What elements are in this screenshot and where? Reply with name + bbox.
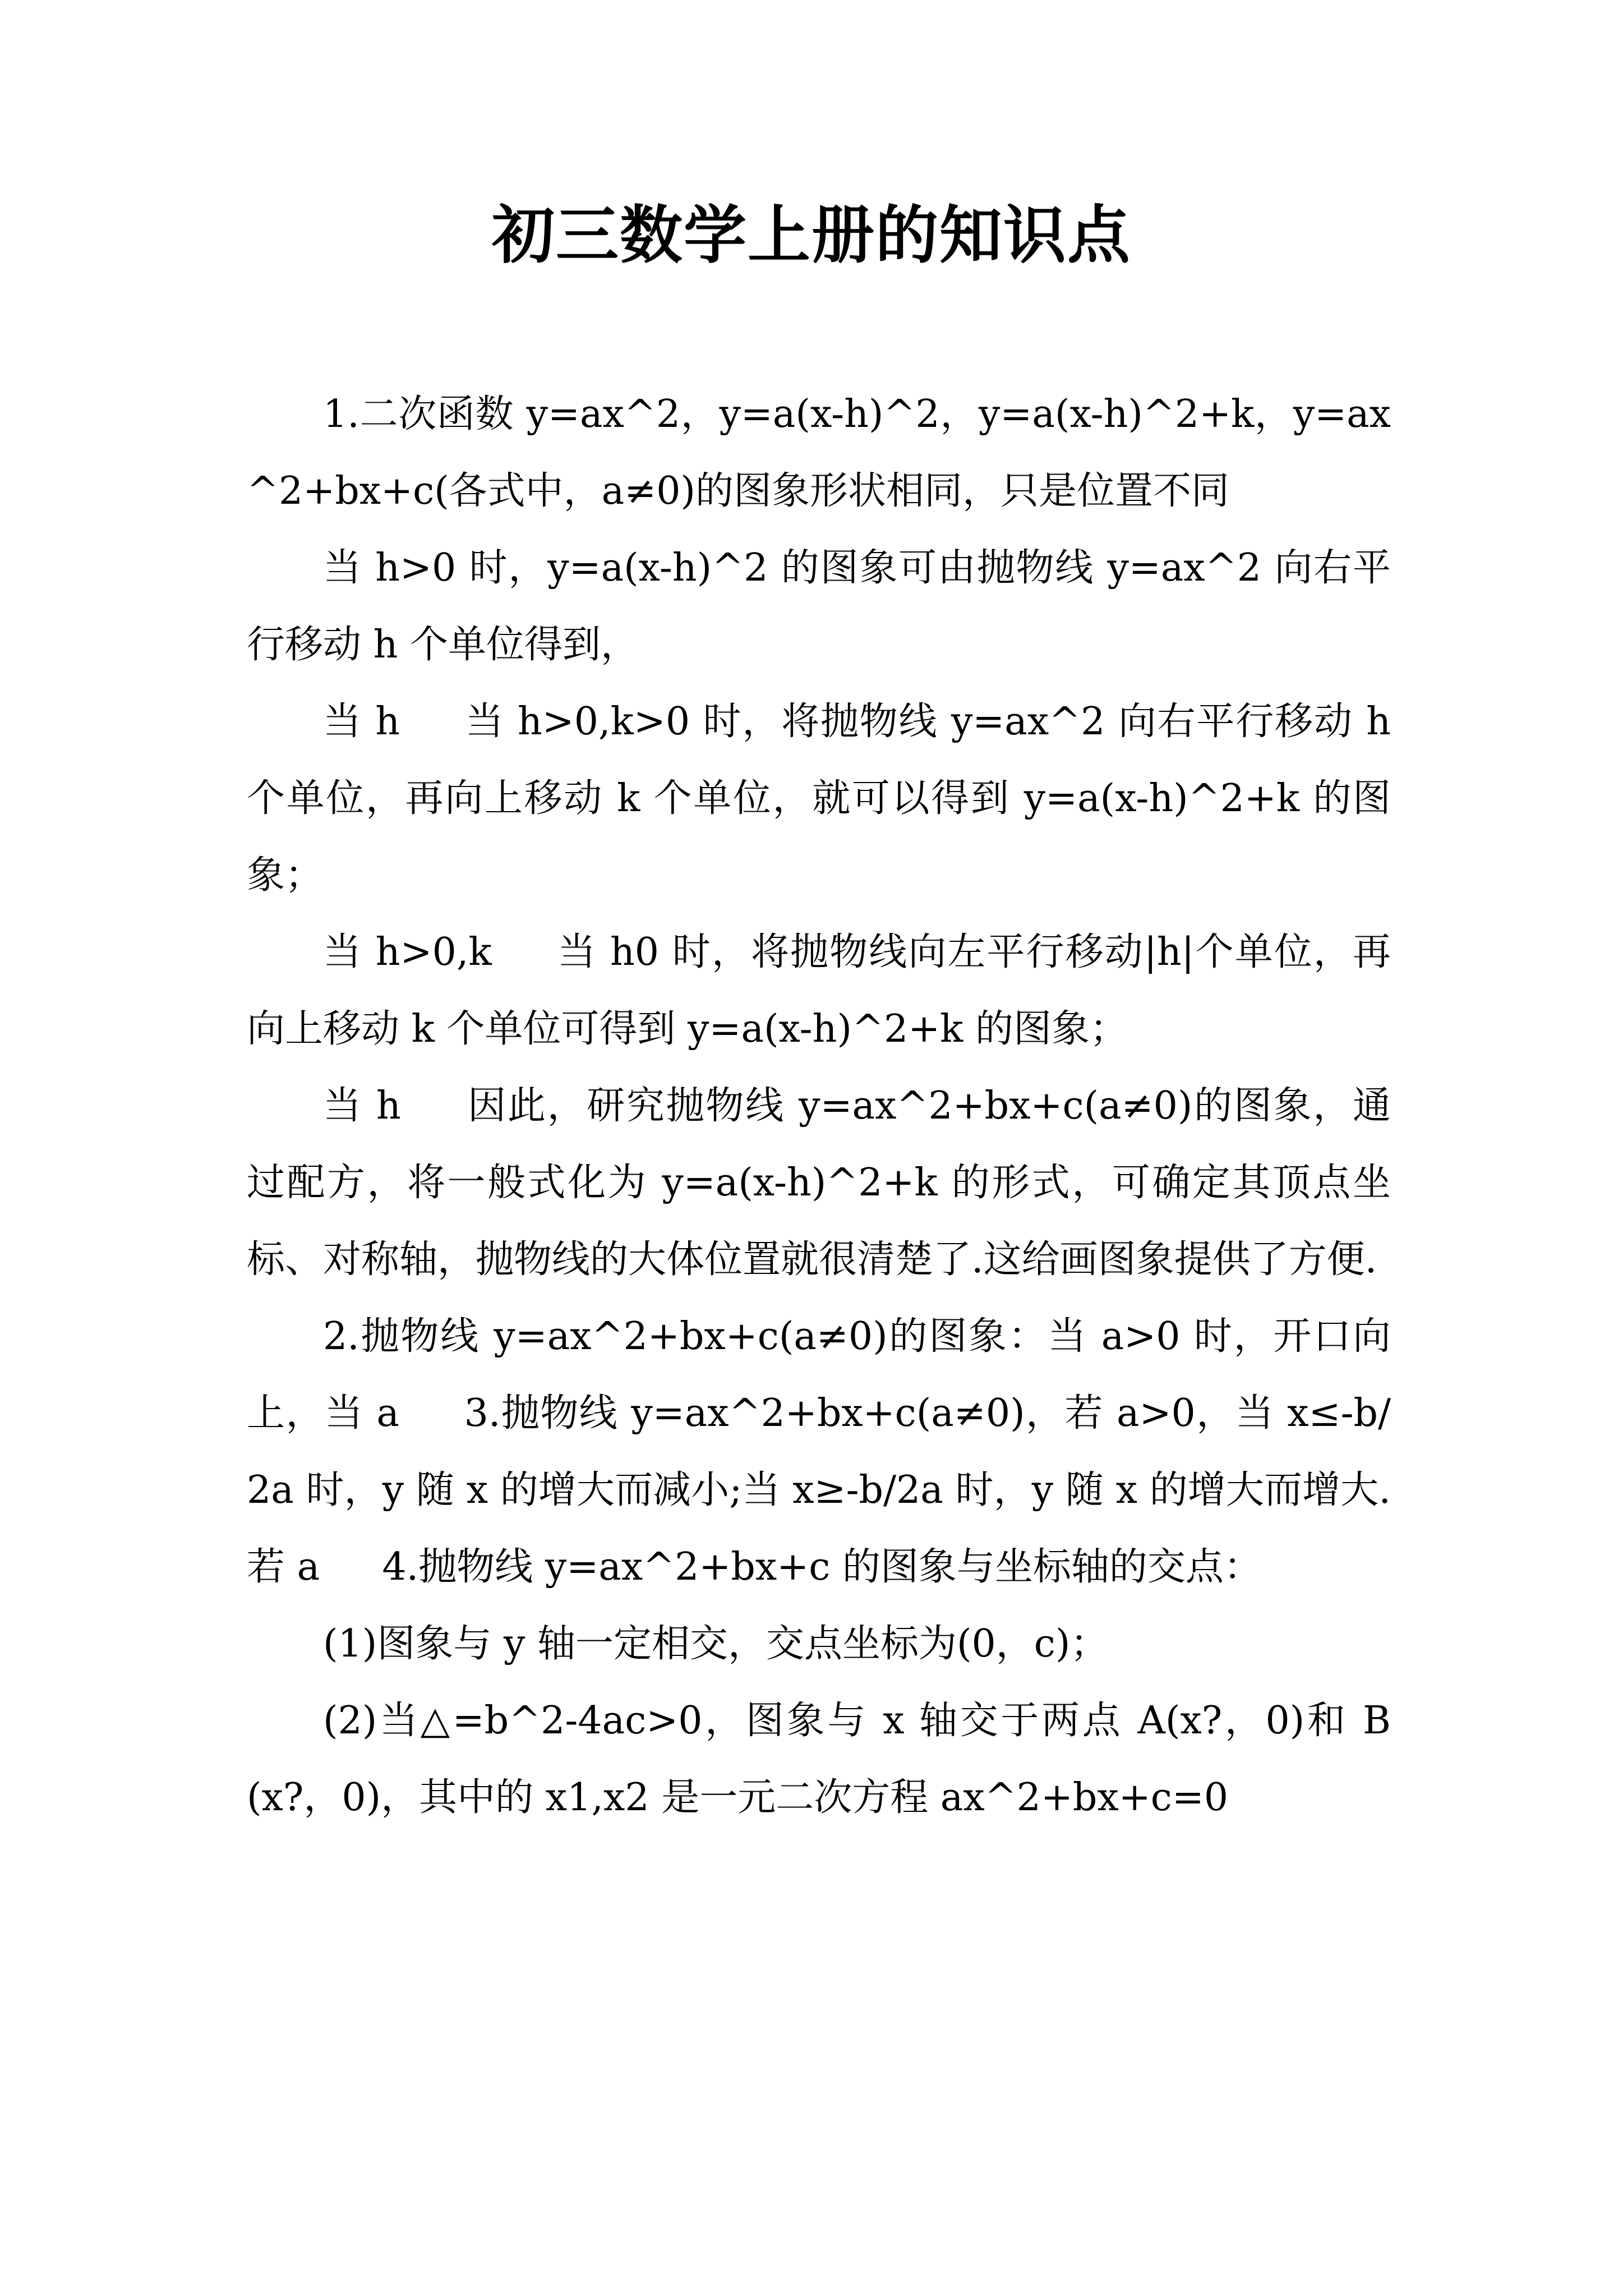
paragraph: 1.二次函数 y=ax^2，y=a(x-h)^2，y=a(x-h)^2+k，y=ax^2+bx+c(各式中，a≠0)的图象形状相同，只是位置不同	[247, 392, 1391, 513]
paragraph: 当 h>0 时，y=a(x-h)^2 的图象可由抛物线 y=ax^2 向右平行移动 h 个单位得到，	[247, 546, 1391, 667]
paragraph: 当 h 当 h>0,k>0 时，将抛物线 y=ax^2 向右平行移动 h 个单位，再向上移动 k 个单位，就可以得到 y=a(x-h)^2+k 的图象；	[247, 700, 1391, 898]
paragraph: (1)图象与 y 轴一定相交，交点坐标为(0，c)；	[323, 1622, 1109, 1666]
paragraph: 当 h 因此，研究抛物线 y=ax^2+bx+c(a≠0)的图象，通过配方，将一般式化为 y=a(x-h)^2+k 的形式，可确定其顶点坐标、对称轴，抛物线的大体位置就很清楚了.这给画图象提供了方便.	[247, 1084, 1391, 1282]
document-title: 初三数学上册的知识点	[492, 199, 1131, 272]
paragraph: (2)当△=b^2-4ac>0，图象与 x 轴交于两点 A(x?，0)和 B(x?，0)，其中的 x1,x2 是一元二次方程 ax^2+bx+c=0	[247, 1699, 1391, 1820]
paragraph: 当 h>0,k 当 h0 时，将抛物线向左平行移动|h|个单位，再向上移动 k 个单位可得到 y=a(x-h)^2+k 的图象；	[247, 930, 1391, 1051]
paragraph: 2.抛物线 y=ax^2+bx+c(a≠0)的图象：当 a>0 时，开口向上，当 a 3.抛物线 y=ax^2+bx+c(a≠0)，若 a>0，当 x≤-b/2a 时，y 随 x 的增大而减小;当 x≥-b/2a 时，y 随 x 的增大而增大.若 a 4.抛物线 y=ax^2+bx+c 的图象与坐标轴的交点：	[247, 1314, 1391, 1589]
document-body	[247, 376, 1391, 1836]
